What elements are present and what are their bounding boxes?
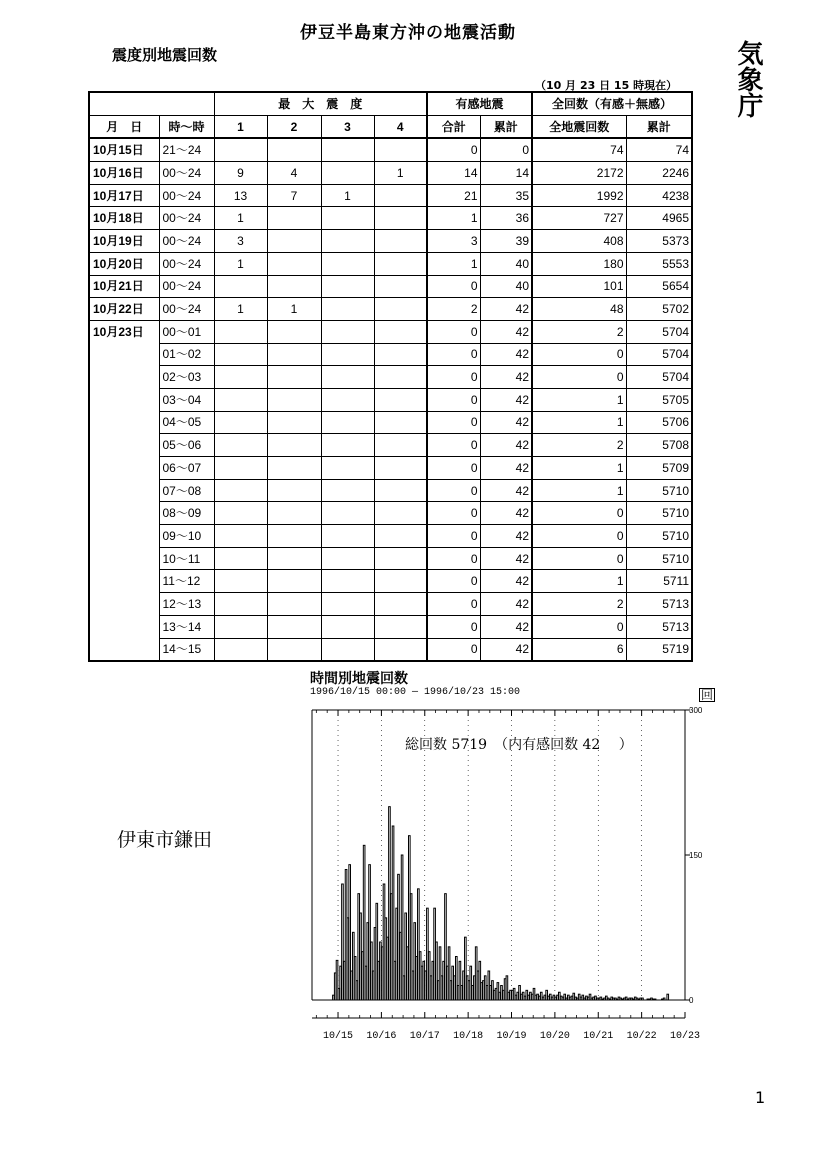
hour-bar <box>663 998 665 1000</box>
cell-col-date: 10月18日 <box>89 207 159 230</box>
cell-col-all: 727 <box>532 207 626 230</box>
cell-col-felt-cum: 36 <box>480 207 532 230</box>
cell-col-int1: 1 <box>214 207 267 230</box>
cell-col-int4 <box>374 298 427 321</box>
cell-col-int1 <box>214 502 267 525</box>
x-tick-label: 10/21 <box>583 1031 614 1042</box>
cell-col-int2 <box>267 434 321 457</box>
header-col-all: 全地震回数 <box>532 115 626 138</box>
cell-col-felt-cum: 42 <box>480 479 532 502</box>
cell-col-all: 180 <box>532 252 626 275</box>
x-tick-label: 10/15 <box>323 1031 354 1042</box>
cell-col-int1 <box>214 457 267 480</box>
cell-col-int2 <box>267 547 321 570</box>
cell-col-int2 <box>267 615 321 638</box>
cell-col-int3 <box>321 411 374 434</box>
header-col-int3: 3 <box>321 115 374 138</box>
cell-col-date <box>89 615 159 638</box>
intensity-table <box>88 91 693 662</box>
cell-col-hours: 14〜15 <box>159 638 214 661</box>
cell-col-int4 <box>374 479 427 502</box>
cell-col-int3 <box>321 366 374 389</box>
cell-col-int1 <box>214 615 267 638</box>
cell-col-date <box>89 388 159 411</box>
cell-col-int3 <box>321 502 374 525</box>
cell-col-int3 <box>321 638 374 661</box>
cell-col-date: 10月15日 <box>89 138 159 161</box>
cell-col-felt-sum: 0 <box>427 479 480 502</box>
cell-col-felt-sum: 0 <box>427 320 480 343</box>
cell-col-all-cum: 5713 <box>626 593 692 616</box>
cell-col-all-cum: 5719 <box>626 638 692 661</box>
table-row <box>89 298 692 321</box>
cell-col-int4 <box>374 184 427 207</box>
cell-col-date <box>89 502 159 525</box>
cell-col-felt-sum: 0 <box>427 366 480 389</box>
hour-bar <box>654 999 656 1000</box>
cell-col-all-cum: 5705 <box>626 388 692 411</box>
cell-col-hours: 00〜01 <box>159 320 214 343</box>
cell-col-felt-cum: 42 <box>480 320 532 343</box>
cell-col-int2 <box>267 411 321 434</box>
x-tick-label: 10/23 <box>669 1031 701 1042</box>
table-row <box>89 138 692 161</box>
cell-col-all: 0 <box>532 525 626 548</box>
cell-col-date: 10月16日 <box>89 162 159 185</box>
as-of-note: （10 月 23 日 15 時現在） <box>535 79 678 92</box>
table-header-groups <box>89 92 692 115</box>
page-title: 伊豆半島東方沖の地震活動 <box>300 23 516 43</box>
cell-col-felt-cum: 40 <box>480 275 532 298</box>
cell-col-hours: 00〜24 <box>159 230 214 253</box>
chart-title: 時間別地震回数 <box>310 671 408 687</box>
cell-col-all-cum: 74 <box>626 138 692 161</box>
cell-col-int3 <box>321 479 374 502</box>
station-location: 伊東市鎌田 <box>117 829 213 851</box>
table-row <box>89 502 692 525</box>
cell-col-all-cum: 5711 <box>626 570 692 593</box>
cell-col-int1 <box>214 547 267 570</box>
cell-col-all: 0 <box>532 343 626 366</box>
cell-col-felt-cum: 42 <box>480 615 532 638</box>
cell-col-date: 10月19日 <box>89 230 159 253</box>
cell-col-all: 1 <box>532 570 626 593</box>
header-col-date: 月 日 <box>89 115 159 138</box>
cell-col-date <box>89 457 159 480</box>
cell-col-date <box>89 411 159 434</box>
cell-col-all-cum: 5713 <box>626 615 692 638</box>
y-tick-label: 150 <box>689 851 703 860</box>
table-row <box>89 525 692 548</box>
cell-col-felt-sum: 0 <box>427 343 480 366</box>
cell-col-int1 <box>214 138 267 161</box>
cell-col-all-cum: 4965 <box>626 207 692 230</box>
cell-col-int4 <box>374 638 427 661</box>
cell-col-int4 <box>374 230 427 253</box>
cell-col-felt-sum: 0 <box>427 547 480 570</box>
cell-col-felt-cum: 35 <box>480 184 532 207</box>
cell-col-int2 <box>267 138 321 161</box>
cell-col-all-cum: 5373 <box>626 230 692 253</box>
cell-col-int1 <box>214 388 267 411</box>
cell-col-int1 <box>214 411 267 434</box>
header-max-intensity: 最 大 震 度 <box>214 92 427 115</box>
cell-col-int4 <box>374 366 427 389</box>
table-row <box>89 388 692 411</box>
cell-col-hours: 21〜24 <box>159 138 214 161</box>
cell-col-all-cum: 2246 <box>626 162 692 185</box>
cell-col-felt-sum: 0 <box>427 457 480 480</box>
cell-col-int3 <box>321 320 374 343</box>
x-tick-label: 10/22 <box>626 1031 657 1042</box>
cell-col-int4 <box>374 207 427 230</box>
table-title: 震度別地震回数 <box>112 46 218 64</box>
table-body <box>89 138 692 661</box>
cell-col-int3 <box>321 162 374 185</box>
cell-col-felt-cum: 0 <box>480 138 532 161</box>
chart-date-range: 1996/10/15 00:00 — 1996/10/23 15:00 <box>310 687 521 698</box>
cell-col-int3 <box>321 252 374 275</box>
cell-col-int3 <box>321 343 374 366</box>
cell-col-hours: 00〜24 <box>159 162 214 185</box>
cell-col-all-cum: 5706 <box>626 411 692 434</box>
hour-bar <box>667 994 669 1000</box>
cell-col-int4 <box>374 138 427 161</box>
cell-col-int1 <box>214 275 267 298</box>
cell-col-all: 1 <box>532 457 626 480</box>
header-total: 全回数（有感＋無感） <box>532 92 692 115</box>
cell-col-int3 <box>321 525 374 548</box>
table-row <box>89 593 692 616</box>
cell-col-date <box>89 366 159 389</box>
cell-col-int4 <box>374 570 427 593</box>
y-tick-label: 300 <box>689 706 703 715</box>
cell-col-felt-cum: 14 <box>480 162 532 185</box>
cell-col-all-cum: 5710 <box>626 502 692 525</box>
cell-col-felt-cum: 42 <box>480 298 532 321</box>
cell-col-hours: 01〜02 <box>159 343 214 366</box>
cell-col-hours: 04〜05 <box>159 411 214 434</box>
cell-col-hours: 05〜06 <box>159 434 214 457</box>
cell-col-felt-cum: 42 <box>480 411 532 434</box>
cell-col-felt-sum: 0 <box>427 525 480 548</box>
cell-col-felt-sum: 1 <box>427 252 480 275</box>
table-row <box>89 570 692 593</box>
cell-col-felt-sum: 3 <box>427 230 480 253</box>
y-tick-label: 0 <box>689 996 694 1005</box>
cell-col-all-cum: 5709 <box>626 457 692 480</box>
table-header-columns <box>89 115 692 138</box>
cell-col-felt-sum: 2 <box>427 298 480 321</box>
cell-col-hours: 00〜24 <box>159 275 214 298</box>
agency-stamp: 気象庁 <box>733 40 763 118</box>
cell-col-all-cum: 5708 <box>626 434 692 457</box>
cell-col-hours: 00〜24 <box>159 207 214 230</box>
cell-col-int4 <box>374 252 427 275</box>
cell-col-all: 0 <box>532 502 626 525</box>
cell-col-felt-sum: 0 <box>427 502 480 525</box>
cell-col-hours: 09〜10 <box>159 525 214 548</box>
cell-col-all-cum: 5704 <box>626 366 692 389</box>
header-col-hours: 時〜時 <box>159 115 214 138</box>
cell-col-int1 <box>214 434 267 457</box>
cell-col-felt-sum: 0 <box>427 593 480 616</box>
cell-col-all-cum: 5710 <box>626 547 692 570</box>
table-row <box>89 184 692 207</box>
cell-col-int4 <box>374 343 427 366</box>
cell-col-felt-cum: 42 <box>480 502 532 525</box>
cell-col-hours: 11〜12 <box>159 570 214 593</box>
table-row <box>89 366 692 389</box>
cell-col-felt-cum: 42 <box>480 525 532 548</box>
cell-col-int1: 1 <box>214 252 267 275</box>
cell-col-int2 <box>267 366 321 389</box>
cell-col-int2: 1 <box>267 298 321 321</box>
cell-col-hours: 00〜24 <box>159 298 214 321</box>
cell-col-all-cum: 5710 <box>626 525 692 548</box>
cell-col-int3 <box>321 547 374 570</box>
header-col-felt-cum: 累計 <box>480 115 532 138</box>
cell-col-int2 <box>267 457 321 480</box>
cell-col-int1 <box>214 570 267 593</box>
cell-col-int4 <box>374 275 427 298</box>
cell-col-all: 408 <box>532 230 626 253</box>
cell-col-felt-sum: 0 <box>427 275 480 298</box>
cell-col-all: 0 <box>532 366 626 389</box>
table-row <box>89 457 692 480</box>
chart-unit-label: 回 <box>701 688 714 702</box>
table-row <box>89 252 692 275</box>
cell-col-int1 <box>214 343 267 366</box>
cell-col-felt-cum: 39 <box>480 230 532 253</box>
cell-col-int4 <box>374 525 427 548</box>
cell-col-hours: 00〜24 <box>159 184 214 207</box>
table-row <box>89 162 692 185</box>
header-felt: 有感地震 <box>427 92 532 115</box>
x-tick-label: 10/18 <box>453 1031 484 1042</box>
cell-col-int4 <box>374 615 427 638</box>
cell-col-int3 <box>321 434 374 457</box>
cell-col-hours: 12〜13 <box>159 593 214 616</box>
cell-col-hours: 06〜07 <box>159 457 214 480</box>
cell-col-all-cum: 5654 <box>626 275 692 298</box>
cell-col-hours: 03〜04 <box>159 388 214 411</box>
table-row <box>89 275 692 298</box>
cell-col-int2 <box>267 593 321 616</box>
cell-col-date <box>89 434 159 457</box>
hour-bar <box>642 998 644 1000</box>
cell-col-felt-cum: 40 <box>480 252 532 275</box>
x-tick-label: 10/20 <box>539 1031 570 1042</box>
cell-col-date <box>89 343 159 366</box>
table-row <box>89 230 692 253</box>
cell-col-all-cum: 5704 <box>626 320 692 343</box>
cell-col-int2 <box>267 525 321 548</box>
cell-col-int1 <box>214 479 267 502</box>
cell-col-int4: 1 <box>374 162 427 185</box>
header-col-int1: 1 <box>214 115 267 138</box>
cell-col-hours: 13〜14 <box>159 615 214 638</box>
cell-col-int2 <box>267 388 321 411</box>
cell-col-hours: 00〜24 <box>159 252 214 275</box>
cell-col-all: 0 <box>532 615 626 638</box>
cell-col-int3 <box>321 207 374 230</box>
cell-col-felt-sum: 1 <box>427 207 480 230</box>
cell-col-int2 <box>267 207 321 230</box>
cell-col-felt-cum: 42 <box>480 593 532 616</box>
cell-col-felt-sum: 0 <box>427 411 480 434</box>
cell-col-date <box>89 638 159 661</box>
cell-col-int4 <box>374 411 427 434</box>
cell-col-int4 <box>374 593 427 616</box>
cell-col-date: 10月20日 <box>89 252 159 275</box>
cell-col-all: 2 <box>532 320 626 343</box>
table-row <box>89 479 692 502</box>
cell-col-felt-sum: 0 <box>427 138 480 161</box>
cell-col-all-cum: 5704 <box>626 343 692 366</box>
cell-col-felt-sum: 0 <box>427 434 480 457</box>
cell-col-int2: 7 <box>267 184 321 207</box>
table-row <box>89 434 692 457</box>
cell-col-hours: 10〜11 <box>159 547 214 570</box>
cell-col-date: 10月22日 <box>89 298 159 321</box>
header-col-int2: 2 <box>267 115 321 138</box>
cell-col-int3 <box>321 138 374 161</box>
cell-col-all: 6 <box>532 638 626 661</box>
cell-col-int4 <box>374 547 427 570</box>
cell-col-all: 2 <box>532 434 626 457</box>
cell-col-int1 <box>214 320 267 343</box>
cell-col-date <box>89 593 159 616</box>
cell-col-all: 1 <box>532 388 626 411</box>
cell-col-int2: 4 <box>267 162 321 185</box>
table-row <box>89 615 692 638</box>
cell-col-int2 <box>267 479 321 502</box>
page-number: 1 <box>755 1088 766 1107</box>
cell-col-int3 <box>321 593 374 616</box>
cell-col-int2 <box>267 638 321 661</box>
cell-col-all: 1 <box>532 411 626 434</box>
cell-col-int2 <box>267 570 321 593</box>
cell-col-all: 0 <box>532 547 626 570</box>
table-row <box>89 411 692 434</box>
cell-col-int4 <box>374 457 427 480</box>
cell-col-felt-sum: 0 <box>427 638 480 661</box>
cell-col-felt-cum: 42 <box>480 547 532 570</box>
x-tick-label: 10/16 <box>366 1031 397 1042</box>
table-row <box>89 547 692 570</box>
cell-col-date: 10月21日 <box>89 275 159 298</box>
cell-col-int2 <box>267 320 321 343</box>
cell-col-int3 <box>321 388 374 411</box>
cell-col-int1: 1 <box>214 298 267 321</box>
cell-col-int4 <box>374 502 427 525</box>
table-row <box>89 320 692 343</box>
cell-col-all: 2172 <box>532 162 626 185</box>
cell-col-date: 10月23日 <box>89 320 159 343</box>
cell-col-int2 <box>267 275 321 298</box>
cell-col-felt-sum: 21 <box>427 184 480 207</box>
cell-col-hours: 02〜03 <box>159 366 214 389</box>
x-tick-label: 10/17 <box>409 1031 440 1042</box>
cell-col-hours: 07〜08 <box>159 479 214 502</box>
cell-col-int4 <box>374 320 427 343</box>
cell-col-felt-cum: 42 <box>480 434 532 457</box>
cell-col-hours: 08〜09 <box>159 502 214 525</box>
cell-col-int2 <box>267 230 321 253</box>
cell-col-date: 10月17日 <box>89 184 159 207</box>
table-row <box>89 638 692 661</box>
cell-col-int1: 9 <box>214 162 267 185</box>
chart-total-annotation: 総回数 5719 （内有感回数 42 ） <box>405 737 633 753</box>
cell-col-int1 <box>214 593 267 616</box>
cell-col-all-cum: 5553 <box>626 252 692 275</box>
cell-col-felt-cum: 42 <box>480 638 532 661</box>
cell-col-int2 <box>267 343 321 366</box>
cell-col-int3 <box>321 570 374 593</box>
cell-col-int1 <box>214 525 267 548</box>
cell-col-int1: 13 <box>214 184 267 207</box>
cell-col-int3 <box>321 615 374 638</box>
cell-col-felt-cum: 42 <box>480 570 532 593</box>
cell-col-int4 <box>374 388 427 411</box>
cell-col-int3 <box>321 457 374 480</box>
cell-col-int1: 3 <box>214 230 267 253</box>
cell-col-all: 1992 <box>532 184 626 207</box>
cell-col-int3 <box>321 275 374 298</box>
cell-col-all-cum: 5710 <box>626 479 692 502</box>
header-col-int4: 4 <box>374 115 427 138</box>
cell-col-felt-cum: 42 <box>480 343 532 366</box>
cell-col-int3 <box>321 230 374 253</box>
cell-col-felt-sum: 14 <box>427 162 480 185</box>
header-blank <box>89 92 214 115</box>
table-row <box>89 207 692 230</box>
header-col-all-cum: 累計 <box>626 115 692 138</box>
cell-col-all: 48 <box>532 298 626 321</box>
cell-col-felt-cum: 42 <box>480 457 532 480</box>
cell-col-felt-sum: 0 <box>427 570 480 593</box>
cell-col-felt-cum: 42 <box>480 366 532 389</box>
cell-col-all: 2 <box>532 593 626 616</box>
cell-col-int4 <box>374 434 427 457</box>
cell-col-all-cum: 5702 <box>626 298 692 321</box>
cell-col-felt-sum: 0 <box>427 615 480 638</box>
cell-col-all: 101 <box>532 275 626 298</box>
cell-col-felt-sum: 0 <box>427 388 480 411</box>
x-tick-label: 10/19 <box>496 1031 527 1042</box>
cell-col-date <box>89 479 159 502</box>
cell-col-date <box>89 570 159 593</box>
cell-col-all: 1 <box>532 479 626 502</box>
table-row <box>89 343 692 366</box>
cell-col-all: 74 <box>532 138 626 161</box>
cell-col-int2 <box>267 252 321 275</box>
cell-col-int3: 1 <box>321 184 374 207</box>
cell-col-all-cum: 4238 <box>626 184 692 207</box>
cell-col-int2 <box>267 502 321 525</box>
cell-col-date <box>89 547 159 570</box>
cell-col-date <box>89 525 159 548</box>
header-col-felt-sum: 合計 <box>427 115 480 138</box>
cell-col-int1 <box>214 366 267 389</box>
cell-col-int1 <box>214 638 267 661</box>
cell-col-felt-cum: 42 <box>480 388 532 411</box>
cell-col-int3 <box>321 298 374 321</box>
